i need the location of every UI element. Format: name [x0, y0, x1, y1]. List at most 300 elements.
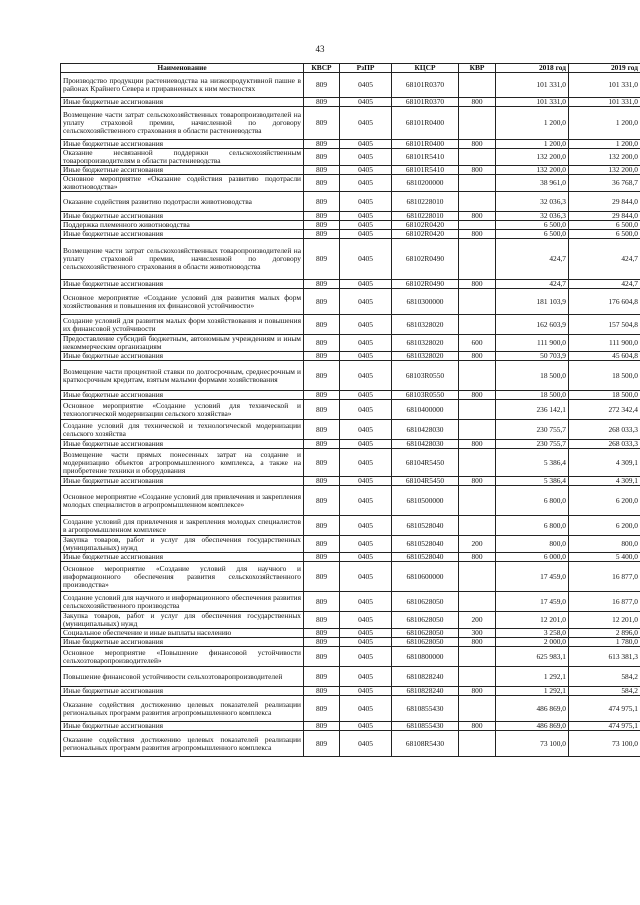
cell-name: Социальное обеспечение и иные выплаты населению: [61, 629, 304, 638]
cell-2019: 16 877,0: [569, 592, 640, 612]
cell-kvsr: 809: [304, 315, 340, 335]
cell-name: Иные бюджетные ассигнования: [61, 391, 304, 400]
cell-kvr: 800: [459, 98, 496, 107]
table-row: [61, 175, 640, 192]
cell-rzpr: 0405: [340, 449, 392, 477]
table-row: [61, 696, 640, 722]
cell-rzpr: 0405: [340, 289, 392, 315]
cell-kvr: [459, 73, 496, 98]
table-row: [61, 612, 640, 629]
cell-kcsr: 6810200000: [392, 175, 459, 192]
table-row: [61, 667, 640, 687]
cell-2018: 1 200,0: [496, 107, 569, 140]
cell-2018: 424,7: [496, 280, 569, 289]
cell-kvsr: 809: [304, 667, 340, 687]
cell-2019: 272 342,4: [569, 400, 640, 420]
cell-2019: 4 309,1: [569, 477, 640, 486]
cell-name: Создание условий для технической и технологической модернизации сельского хозяйства: [61, 420, 304, 440]
cell-kcsr: 68101R0400: [392, 107, 459, 140]
cell-kvr: 800: [459, 553, 496, 562]
cell-name: Оказание содействия достижению целевых показателей реализации региональных программ развития агропромышленного комплекса: [61, 696, 304, 722]
cell-kvsr: 809: [304, 98, 340, 107]
table-row: [61, 140, 640, 149]
cell-kvr: 800: [459, 352, 496, 361]
cell-name: Иные бюджетные ассигнования: [61, 440, 304, 449]
cell-kvr: [459, 562, 496, 592]
table-row: [61, 553, 640, 562]
cell-rzpr: 0405: [340, 361, 392, 391]
cell-kvsr: 809: [304, 352, 340, 361]
cell-name: Иные бюджетные ассигнования: [61, 352, 304, 361]
table-row: [61, 192, 640, 212]
cell-kvsr: 809: [304, 629, 340, 638]
cell-2019: 584,2: [569, 667, 640, 687]
cell-2019: 1 780,0: [569, 638, 640, 647]
table-row: [61, 722, 640, 731]
cell-kvr: [459, 192, 496, 212]
table-row: [61, 420, 640, 440]
table-body: [61, 73, 640, 757]
cell-2018: 1 292,1: [496, 687, 569, 696]
table-row: [61, 107, 640, 140]
cell-kvsr: 809: [304, 592, 340, 612]
cell-kvr: [459, 420, 496, 440]
cell-kcsr: 6810628050: [392, 638, 459, 647]
cell-kcsr: 6810328020: [392, 315, 459, 335]
cell-name: Создание условий для развития малых форм хозяйствования и повышения их финансовой устойчивости: [61, 315, 304, 335]
cell-2018: 12 201,0: [496, 612, 569, 629]
cell-rzpr: 0405: [340, 192, 392, 212]
cell-2019: 5 400,0: [569, 553, 640, 562]
cell-kvsr: 809: [304, 516, 340, 536]
cell-name: Иные бюджетные ассигнования: [61, 230, 304, 239]
cell-name: Иные бюджетные ассигнования: [61, 212, 304, 221]
cell-2019: 6 200,0: [569, 486, 640, 516]
cell-kvr: 800: [459, 687, 496, 696]
table-row: [61, 486, 640, 516]
cell-2019: 6 200,0: [569, 516, 640, 536]
table-row: [61, 731, 640, 757]
cell-name: Основное мероприятие «Повышение финансовой устойчивости сельхозтоваропроизводителей»: [61, 647, 304, 667]
cell-2018: 6 500,0: [496, 230, 569, 239]
cell-kvr: 800: [459, 280, 496, 289]
cell-kvsr: 809: [304, 166, 340, 175]
cell-2018: 50 703,9: [496, 352, 569, 361]
cell-name: Иные бюджетные ассигнования: [61, 722, 304, 731]
cell-kcsr: 6810528040: [392, 516, 459, 536]
cell-kvr: 800: [459, 212, 496, 221]
cell-rzpr: 0405: [340, 315, 392, 335]
cell-2019: 18 500,0: [569, 391, 640, 400]
cell-2018: 1 200,0: [496, 140, 569, 149]
cell-kcsr: 6810828240: [392, 687, 459, 696]
cell-kcsr: 6810800000: [392, 647, 459, 667]
cell-kcsr: 68102R0490: [392, 239, 459, 280]
cell-kvsr: 809: [304, 140, 340, 149]
cell-2019: 176 604,8: [569, 289, 640, 315]
cell-kvr: 300: [459, 629, 496, 638]
cell-kcsr: 68104R5450: [392, 477, 459, 486]
cell-rzpr: 0405: [340, 73, 392, 98]
cell-2019: 157 504,8: [569, 315, 640, 335]
cell-2019: 45 604,8: [569, 352, 640, 361]
table-row: [61, 352, 640, 361]
cell-kvr: [459, 361, 496, 391]
table-row: [61, 98, 640, 107]
cell-kvsr: 809: [304, 731, 340, 757]
cell-2019: 424,7: [569, 239, 640, 280]
cell-rzpr: 0405: [340, 420, 392, 440]
cell-kcsr: 6810855430: [392, 696, 459, 722]
cell-kvsr: 809: [304, 280, 340, 289]
cell-rzpr: 0405: [340, 722, 392, 731]
cell-2019: 29 844,0: [569, 192, 640, 212]
table-header-row: [61, 64, 640, 73]
cell-kcsr: 68101R5410: [392, 149, 459, 166]
cell-2018: 6 000,0: [496, 553, 569, 562]
cell-kvsr: 809: [304, 149, 340, 166]
table-row: [61, 638, 640, 647]
cell-2018: 5 386,4: [496, 449, 569, 477]
cell-kvr: 600: [459, 335, 496, 352]
cell-rzpr: 0405: [340, 592, 392, 612]
cell-rzpr: 0405: [340, 629, 392, 638]
cell-rzpr: 0405: [340, 696, 392, 722]
cell-2019: 474 975,1: [569, 696, 640, 722]
cell-name: Иные бюджетные ассигнования: [61, 638, 304, 647]
cell-name: Возмещение части затрат сельскохозяйственных товаропроизводителей на уплату страховой премии, начисленной по договору сельскохозяйственного страхования в области растениеводства: [61, 107, 304, 140]
table-row: [61, 562, 640, 592]
cell-2019: 36 768,7: [569, 175, 640, 192]
cell-2018: 800,0: [496, 536, 569, 553]
table-row: [61, 289, 640, 315]
cell-kvsr: 809: [304, 722, 340, 731]
cell-kvr: 800: [459, 391, 496, 400]
cell-2018: 3 258,0: [496, 629, 569, 638]
cell-kvr: 800: [459, 140, 496, 149]
cell-2018: 181 103,9: [496, 289, 569, 315]
cell-kcsr: 68101R5410: [392, 166, 459, 175]
cell-name: Повышение финансовой устойчивости сельхозтоваропроизводителей: [61, 667, 304, 687]
cell-name: Оказание содействия достижению целевых показателей реализации региональных программ развития агропромышленного комплекса: [61, 731, 304, 757]
table-row: [61, 315, 640, 335]
table-row: [61, 629, 640, 638]
cell-2019: 584,2: [569, 687, 640, 696]
cell-2018: 625 983,1: [496, 647, 569, 667]
cell-2018: 230 755,7: [496, 440, 569, 449]
header-kvr: КВР: [459, 64, 496, 73]
cell-kvsr: 809: [304, 420, 340, 440]
cell-rzpr: 0405: [340, 612, 392, 629]
cell-name: Создание условий для привлечения и закрепления молодых специалистов в агропромышленном комплексе: [61, 516, 304, 536]
cell-kvsr: 809: [304, 612, 340, 629]
cell-rzpr: 0405: [340, 107, 392, 140]
header-rzpr: РзПР: [340, 64, 392, 73]
cell-rzpr: 0405: [340, 553, 392, 562]
header-2019: 2019 год: [569, 64, 640, 73]
table-row: [61, 449, 640, 477]
cell-kvr: [459, 449, 496, 477]
cell-kcsr: 68103R0550: [392, 361, 459, 391]
cell-name: Поддержка племенного животноводства: [61, 221, 304, 230]
cell-2019: 6 500,0: [569, 221, 640, 230]
cell-2019: 4 309,1: [569, 449, 640, 477]
cell-2018: 162 603,9: [496, 315, 569, 335]
cell-kvr: [459, 315, 496, 335]
cell-rzpr: 0405: [340, 149, 392, 166]
cell-2019: 16 877,0: [569, 562, 640, 592]
cell-2018: 101 331,0: [496, 73, 569, 98]
cell-kcsr: 6810600000: [392, 562, 459, 592]
cell-kvr: 800: [459, 477, 496, 486]
cell-name: Создание условий для научного и информационного обеспечения развития сельскохозяйственного производства: [61, 592, 304, 612]
cell-rzpr: 0405: [340, 175, 392, 192]
header-kvsr: КВСР: [304, 64, 340, 73]
cell-kcsr: 6810855430: [392, 722, 459, 731]
cell-kvr: [459, 400, 496, 420]
cell-kcsr: 6810628050: [392, 629, 459, 638]
cell-rzpr: 0405: [340, 440, 392, 449]
cell-kvsr: 809: [304, 536, 340, 553]
cell-kvr: [459, 592, 496, 612]
cell-2019: 6 500,0: [569, 230, 640, 239]
cell-kvr: [459, 486, 496, 516]
cell-2019: 29 844,0: [569, 212, 640, 221]
cell-kcsr: 6810228010: [392, 192, 459, 212]
cell-2018: 486 869,0: [496, 696, 569, 722]
cell-kcsr: 68101R0400: [392, 140, 459, 149]
cell-kcsr: 68101R0370: [392, 98, 459, 107]
cell-rzpr: 0405: [340, 516, 392, 536]
cell-rzpr: 0405: [340, 352, 392, 361]
cell-kcsr: 6810828240: [392, 667, 459, 687]
cell-kvr: [459, 107, 496, 140]
cell-kvr: 800: [459, 440, 496, 449]
cell-name: Возмещение части прямых понесенных затрат на создание и модернизацию объектов агропромышленного комплекса, а также на приобретение техники и оборудования: [61, 449, 304, 477]
cell-2018: 132 200,0: [496, 149, 569, 166]
header-kcsr: КЦСР: [392, 64, 459, 73]
cell-kcsr: 68103R0550: [392, 391, 459, 400]
table-row: [61, 592, 640, 612]
cell-name: Основное мероприятие «Создание условий для технической и технологической модернизации сельского хозяйства»: [61, 400, 304, 420]
cell-rzpr: 0405: [340, 647, 392, 667]
cell-2019: 800,0: [569, 536, 640, 553]
cell-kvsr: 809: [304, 73, 340, 98]
cell-rzpr: 0405: [340, 400, 392, 420]
cell-2018: 230 755,7: [496, 420, 569, 440]
table-row: [61, 687, 640, 696]
cell-kcsr: 6810428030: [392, 440, 459, 449]
cell-kvsr: 809: [304, 107, 340, 140]
cell-2018: 111 900,0: [496, 335, 569, 352]
cell-kvsr: 809: [304, 562, 340, 592]
cell-kvsr: 809: [304, 335, 340, 352]
cell-kvr: [459, 696, 496, 722]
cell-kvsr: 809: [304, 449, 340, 477]
cell-2019: 613 381,3: [569, 647, 640, 667]
cell-kvsr: 809: [304, 230, 340, 239]
cell-kcsr: 6810228010: [392, 212, 459, 221]
cell-name: Иные бюджетные ассигнования: [61, 166, 304, 175]
cell-kvr: [459, 647, 496, 667]
cell-kcsr: 6810428030: [392, 420, 459, 440]
cell-2018: 32 036,3: [496, 192, 569, 212]
cell-name: Иные бюджетные ассигнования: [61, 553, 304, 562]
cell-kcsr: 6810328020: [392, 352, 459, 361]
cell-name: Оказание содействия развитию подотрасли животноводства: [61, 192, 304, 212]
cell-kvsr: 809: [304, 361, 340, 391]
cell-kvsr: 809: [304, 400, 340, 420]
cell-kvsr: 809: [304, 192, 340, 212]
cell-name: Основное мероприятие «Создание условий для развития малых форм хозяйствования и повышения их финансовой устойчивости»: [61, 289, 304, 315]
cell-2018: 424,7: [496, 239, 569, 280]
cell-kvsr: 809: [304, 696, 340, 722]
cell-rzpr: 0405: [340, 212, 392, 221]
table-row: [61, 536, 640, 553]
cell-kvr: [459, 221, 496, 230]
table-row: [61, 440, 640, 449]
cell-2019: 268 033,3: [569, 420, 640, 440]
cell-kvsr: 809: [304, 212, 340, 221]
cell-kcsr: 68108R5430: [392, 731, 459, 757]
table-row: [61, 400, 640, 420]
cell-2019: 474 975,1: [569, 722, 640, 731]
cell-rzpr: 0405: [340, 687, 392, 696]
cell-name: Закупка товаров, работ и услуг для обеспечения государственных (муниципальных) нужд: [61, 536, 304, 553]
cell-kvsr: 809: [304, 647, 340, 667]
cell-kcsr: 6810328020: [392, 335, 459, 352]
table-row: [61, 391, 640, 400]
cell-kvr: 200: [459, 536, 496, 553]
header-2018: 2018 год: [496, 64, 569, 73]
cell-kvr: 800: [459, 166, 496, 175]
cell-name: Иные бюджетные ассигнования: [61, 140, 304, 149]
cell-2018: 236 142,1: [496, 400, 569, 420]
cell-kvsr: 809: [304, 638, 340, 647]
table-row: [61, 221, 640, 230]
cell-2019: 1 200,0: [569, 140, 640, 149]
budget-table: [60, 63, 640, 757]
cell-kvr: [459, 516, 496, 536]
cell-kvr: [459, 175, 496, 192]
table-row: [61, 166, 640, 175]
table-row: [61, 149, 640, 166]
cell-kvr: [459, 239, 496, 280]
cell-kcsr: 6810500000: [392, 486, 459, 516]
cell-2018: 17 459,0: [496, 592, 569, 612]
cell-kvsr: 809: [304, 486, 340, 516]
cell-kcsr: 6810400000: [392, 400, 459, 420]
cell-name: Возмещение части затрат сельскохозяйственных товаропроизводителей на уплату страховой премии, начисленной по договору сельскохозяйственного страхования в области животноводства: [61, 239, 304, 280]
cell-name: Иные бюджетные ассигнования: [61, 477, 304, 486]
table-row: [61, 230, 640, 239]
cell-kvsr: 809: [304, 221, 340, 230]
cell-2019: 2 896,0: [569, 629, 640, 638]
cell-kvsr: 809: [304, 477, 340, 486]
cell-name: Иные бюджетные ассигнования: [61, 280, 304, 289]
cell-name: Основное мероприятие «Оказание содействия развитию подотрасли животноводства»: [61, 175, 304, 192]
cell-kvr: [459, 667, 496, 687]
cell-2019: 101 331,0: [569, 73, 640, 98]
cell-kcsr: 6810528040: [392, 553, 459, 562]
cell-2018: 486 869,0: [496, 722, 569, 731]
cell-2018: 17 459,0: [496, 562, 569, 592]
cell-name: Оказание несвязанной поддержки сельскохозяйственным товаропроизводителям в области растениеводства: [61, 149, 304, 166]
cell-rzpr: 0405: [340, 486, 392, 516]
cell-name: Закупка товаров, работ и услуг для обеспечения государственных (муниципальных) нужд: [61, 612, 304, 629]
cell-2019: 101 331,0: [569, 98, 640, 107]
cell-2018: 6 800,0: [496, 486, 569, 516]
cell-name: Иные бюджетные ассигнования: [61, 687, 304, 696]
cell-rzpr: 0405: [340, 536, 392, 553]
cell-2018: 6 500,0: [496, 221, 569, 230]
cell-rzpr: 0405: [340, 667, 392, 687]
cell-2018: 132 200,0: [496, 166, 569, 175]
cell-name: Предоставление субсидий бюджетным, автономным учреждениям и иным некоммерческим организациям: [61, 335, 304, 352]
table-row: [61, 335, 640, 352]
cell-2018: 6 800,0: [496, 516, 569, 536]
cell-name: Возмещение части процентной ставки по долгосрочным, среднесрочным и краткосрочным кредитам, взятым малыми формами хозяйствования: [61, 361, 304, 391]
cell-kvsr: 809: [304, 553, 340, 562]
cell-rzpr: 0405: [340, 638, 392, 647]
cell-name: Основное мероприятие «Создание условий для научного и информационного обеспечения развития сельскохозяйственного производства»: [61, 562, 304, 592]
cell-kvsr: 809: [304, 391, 340, 400]
cell-2019: 132 200,0: [569, 166, 640, 175]
cell-kvr: [459, 731, 496, 757]
table-row: [61, 73, 640, 98]
cell-name: Основное мероприятие «Создание условий для привлечения и закрепления молодых специалистов в агропромышленном комплексе»: [61, 486, 304, 516]
cell-kvr: [459, 289, 496, 315]
cell-rzpr: 0405: [340, 391, 392, 400]
cell-kcsr: 68102R0420: [392, 230, 459, 239]
cell-kvsr: 809: [304, 175, 340, 192]
cell-kcsr: 6810528040: [392, 536, 459, 553]
cell-rzpr: 0405: [340, 166, 392, 175]
table-row: [61, 239, 640, 280]
table-row: [61, 212, 640, 221]
cell-kcsr: 68104R5450: [392, 449, 459, 477]
cell-kvr: [459, 149, 496, 166]
cell-name: Производство продукции растениеводства на низкопродуктивной пашне в районах Крайнего Севера и приравненных к ним местностях: [61, 73, 304, 98]
cell-2019: 73 100,0: [569, 731, 640, 757]
cell-rzpr: 0405: [340, 239, 392, 280]
cell-kvsr: 809: [304, 239, 340, 280]
cell-kcsr: 6810300000: [392, 289, 459, 315]
cell-2018: 38 961,0: [496, 175, 569, 192]
cell-2019: 111 900,0: [569, 335, 640, 352]
cell-rzpr: 0405: [340, 221, 392, 230]
cell-2018: 32 036,3: [496, 212, 569, 221]
table-row: [61, 516, 640, 536]
cell-2018: 1 292,1: [496, 667, 569, 687]
cell-2018: 101 331,0: [496, 98, 569, 107]
page-number: 43: [315, 44, 325, 54]
cell-kvsr: 809: [304, 440, 340, 449]
cell-rzpr: 0405: [340, 731, 392, 757]
cell-rzpr: 0405: [340, 280, 392, 289]
cell-2018: 5 386,4: [496, 477, 569, 486]
cell-kvsr: 809: [304, 687, 340, 696]
cell-2019: 268 033,3: [569, 440, 640, 449]
cell-2019: 12 201,0: [569, 612, 640, 629]
cell-rzpr: 0405: [340, 98, 392, 107]
cell-2019: 1 200,0: [569, 107, 640, 140]
cell-name: Иные бюджетные ассигнования: [61, 98, 304, 107]
cell-kvr: 800: [459, 638, 496, 647]
cell-rzpr: 0405: [340, 477, 392, 486]
cell-kvr: 800: [459, 722, 496, 731]
cell-2018: 18 500,0: [496, 361, 569, 391]
